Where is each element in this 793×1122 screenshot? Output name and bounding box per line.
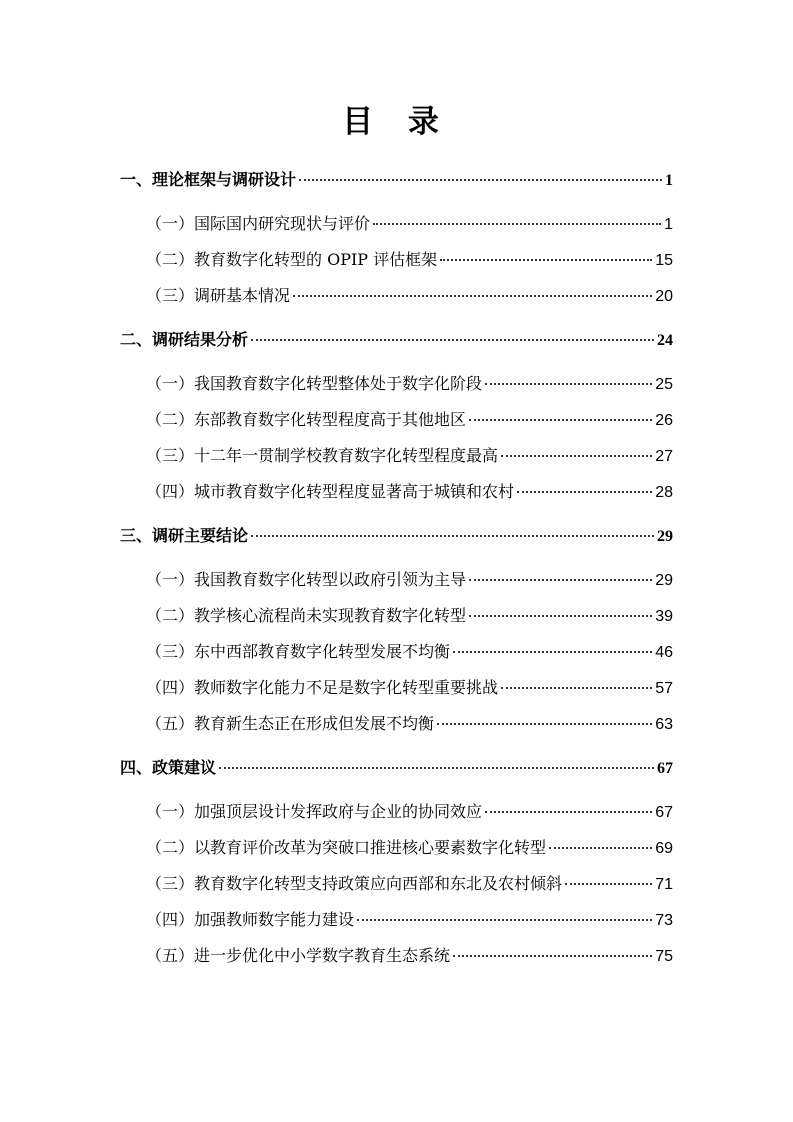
toc-entry-label: 一、理论框架与调研设计 [120, 170, 297, 189]
toc-entry-subsection[interactable] [120, 278, 673, 314]
toc-entry-subsection[interactable] [120, 670, 673, 706]
toc-entry-page: 69 [655, 840, 673, 857]
toc-entry-subsection[interactable] [120, 242, 673, 278]
toc-entry-page: 25 [655, 376, 673, 393]
toc-entry-subsection[interactable] [120, 366, 673, 402]
toc-entry-label: （三）十二年一贯制学校教育数字化转型程度最高 [146, 446, 499, 465]
toc-entry-label: （四）城市教育数字化转型程度显著高于城镇和农村 [146, 482, 515, 501]
toc-entry-page: 39 [655, 608, 673, 625]
toc-entry-page: 15 [655, 252, 673, 269]
toc-entry-section[interactable] [120, 518, 673, 554]
toc-entry-subsection[interactable] [120, 866, 673, 902]
dot-leader [501, 455, 652, 457]
toc-entry-page: 29 [655, 572, 673, 589]
toc-entry-page: 73 [655, 912, 673, 929]
toc-entry-label: （二）教育数字化转型的 OPIP 评估框架 [146, 250, 438, 269]
toc-entry-label: （一）我国教育数字化转型以政府引领为主导 [146, 570, 467, 589]
toc-entry-page: 29 [657, 528, 673, 545]
dot-leader [219, 767, 654, 769]
toc-entry-label: （一）国际国内研究现状与评价 [146, 214, 371, 233]
toc-entry-label: （二）以教育评价改革为突破口推进核心要素数字化转型 [146, 838, 547, 857]
toc-entry-subsection[interactable] [120, 474, 673, 510]
toc-entry-page: 57 [655, 680, 673, 697]
toc-entry-page: 24 [657, 332, 673, 349]
dot-leader [299, 179, 662, 181]
dot-leader [469, 419, 652, 421]
toc-entry-subsection[interactable] [120, 206, 673, 242]
table-of-contents [120, 162, 673, 974]
toc-entry-label: 四、政策建议 [120, 758, 217, 777]
toc-entry-subsection[interactable] [120, 634, 673, 670]
toc-section [120, 322, 673, 510]
toc-section [120, 750, 673, 974]
toc-entry-label: （四）教师数字化能力不足是数字化转型重要挑战 [146, 678, 499, 697]
toc-entry-subsection[interactable] [120, 438, 673, 474]
dot-leader [453, 651, 652, 653]
toc-entry-page: 63 [655, 716, 673, 733]
dot-leader [251, 339, 654, 341]
toc-entry-subsection[interactable] [120, 402, 673, 438]
dot-leader [501, 687, 652, 689]
dot-leader [469, 579, 652, 581]
toc-entry-subsection[interactable] [120, 902, 673, 938]
toc-entry-page: 71 [655, 876, 673, 893]
dot-leader [251, 535, 654, 537]
toc-section [120, 518, 673, 742]
toc-entry-page: 1 [664, 216, 673, 233]
toc-entry-section[interactable] [120, 162, 673, 198]
toc-entry-subsection[interactable] [120, 562, 673, 598]
dot-leader [565, 883, 652, 885]
dot-leader [373, 223, 661, 225]
toc-entry-page: 46 [655, 644, 673, 661]
toc-section [120, 162, 673, 314]
toc-entry-label: 二、调研结果分析 [120, 330, 249, 349]
toc-entry-page: 67 [655, 804, 673, 821]
toc-entry-subsection[interactable] [120, 830, 673, 866]
toc-entry-label: （二）东部教育数字化转型程度高于其他地区 [146, 410, 467, 429]
toc-entry-label: （五）进一步优化中小学数字教育生态系统 [146, 946, 451, 965]
dot-leader [293, 295, 652, 297]
toc-entry-subsection[interactable] [120, 598, 673, 634]
dot-leader [453, 955, 652, 957]
toc-entry-subsection[interactable] [120, 938, 673, 974]
toc-entry-page: 1 [665, 172, 673, 189]
toc-entry-page: 26 [655, 412, 673, 429]
dot-leader [440, 259, 652, 261]
dot-leader [357, 919, 652, 921]
toc-entry-label: 三、调研主要结论 [120, 526, 249, 545]
toc-entry-page: 27 [655, 448, 673, 465]
toc-entry-page: 67 [657, 760, 673, 777]
toc-entry-page: 28 [655, 484, 673, 501]
toc-entry-page: 75 [655, 948, 673, 965]
dot-leader [485, 811, 652, 813]
page-title: 目 录 [342, 104, 451, 140]
dot-leader [437, 723, 652, 725]
toc-entry-label: （一）我国教育数字化转型整体处于数字化阶段 [146, 374, 483, 393]
toc-entry-label: （三）东中西部教育数字化转型发展不均衡 [146, 642, 451, 661]
toc-entry-section[interactable] [120, 750, 673, 786]
toc-entry-subsection[interactable] [120, 706, 673, 742]
toc-entry-label: （五）教育新生态正在形成但发展不均衡 [146, 714, 435, 733]
toc-entry-label: （三）调研基本情况 [146, 286, 291, 305]
toc-entry-label: （二）教学核心流程尚未实现教育数字化转型 [146, 606, 467, 625]
toc-entry-page: 20 [655, 288, 673, 305]
dot-leader [549, 847, 652, 849]
toc-entry-label: （四）加强教师数字能力建设 [146, 910, 355, 929]
toc-entry-label: （一）加强顶层设计发挥政府与企业的协同效应 [146, 802, 483, 821]
toc-entry-subsection[interactable] [120, 794, 673, 830]
dot-leader [485, 383, 652, 385]
dot-leader [517, 491, 652, 493]
dot-leader [469, 615, 652, 617]
toc-entry-label: （三）教育数字化转型支持政策应向西部和东北及农村倾斜 [146, 874, 563, 893]
toc-entry-section[interactable] [120, 322, 673, 358]
